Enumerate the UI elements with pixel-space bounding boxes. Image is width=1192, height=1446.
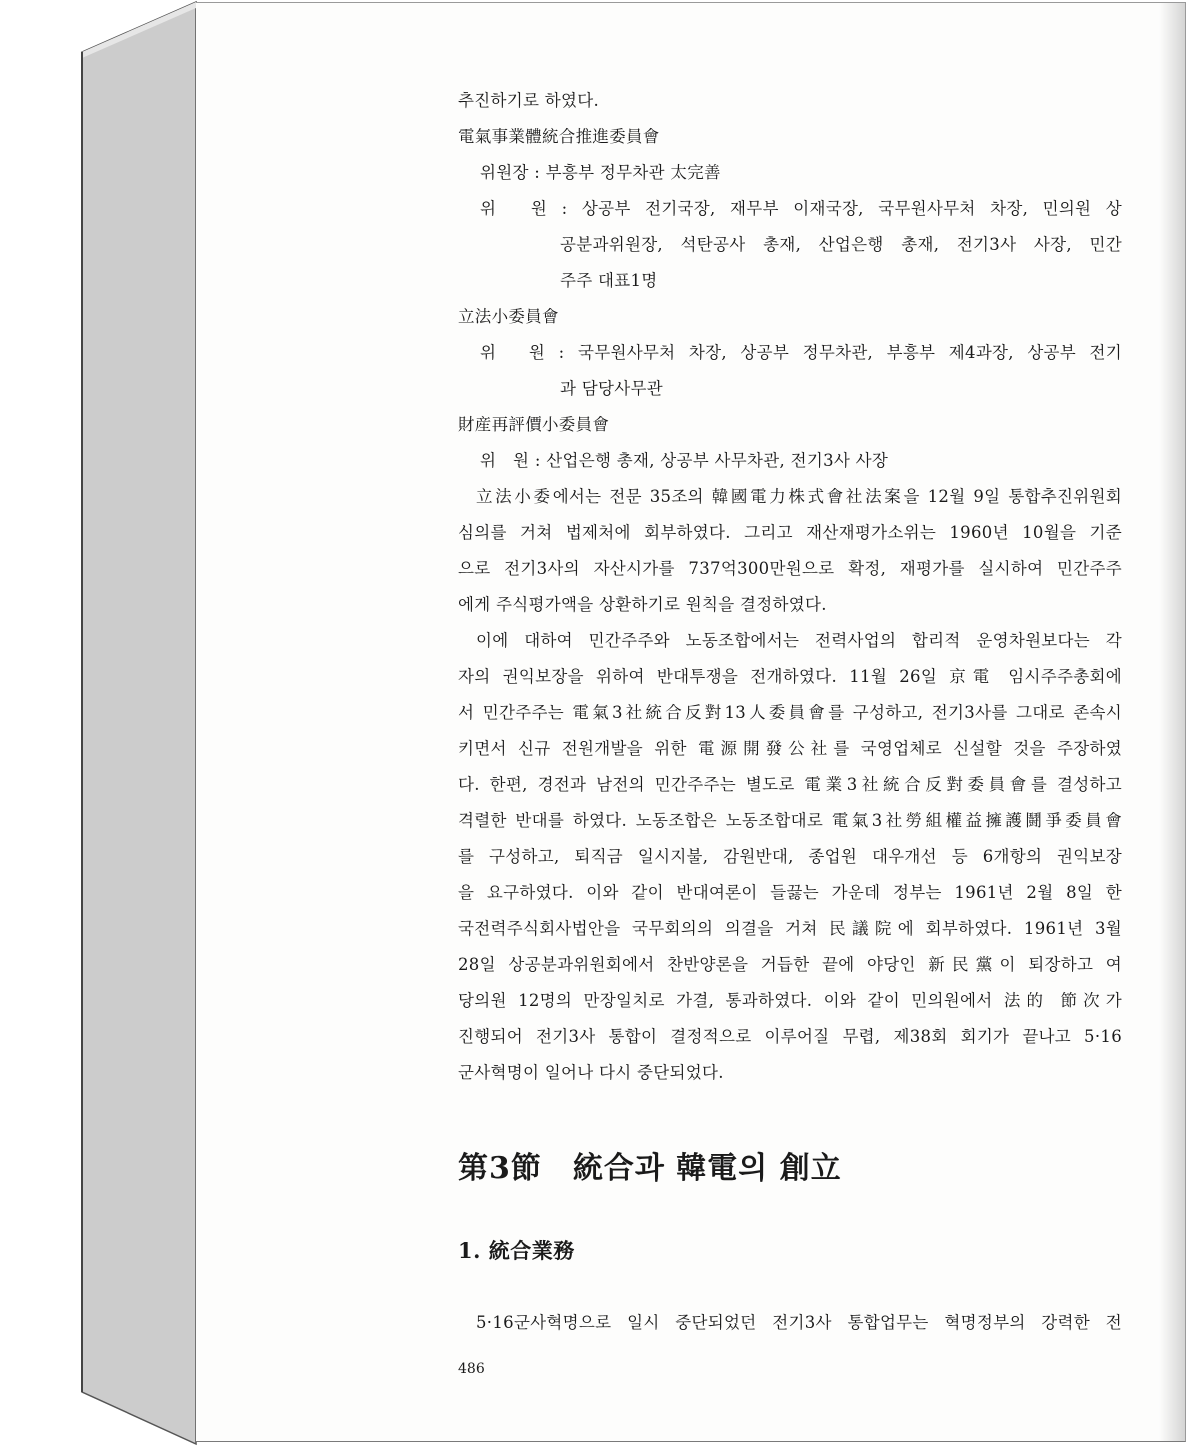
text-line: 立法小委員會 (458, 307, 559, 326)
section-heading: 第3節 統合과 韓電의 創立 (458, 1151, 842, 1186)
subsection-heading: 1. 統合業務 (458, 1238, 575, 1263)
text-line: 과 담당사무관 (560, 379, 663, 398)
text-line: 28일 상공분과위원회에서 찬반양론을 거듭한 끝에 야당인 新民黨이 퇴장하고 여 (458, 955, 1122, 974)
text-line: 진행되어 전기3사 통합이 결정적으로 이루어질 무렵, 제38회 회기가 끝나고 5·16 (458, 1027, 1122, 1046)
text-line: 위 원 : 상공부 전기국장, 재무부 이재국장, 국무원사무처 차장, 민의원 상 (480, 199, 1122, 218)
text-line: 추진하기로 하였다. (458, 91, 600, 110)
text-line: 으로 전기3사의 자산시가를 737억300만원으로 확정, 재평가를 실시하여 민간주주 (458, 559, 1122, 578)
text-line: 電氣事業體統合推進委員會 (458, 127, 660, 146)
text-line: 를 구성하고, 퇴직금 일시지불, 감원반대, 종업원 대우개선 등 6개항의 권익보장 (458, 847, 1122, 866)
body-text (458, 83, 1122, 1091)
text-line: 財産再評價小委員會 (458, 415, 610, 434)
text-line: 서 민간주주는 電氣3社統合反對13人委員會를 구성하고, 전기3사를 그대로 존속시 (458, 703, 1122, 722)
text-line: 주주 대표1명 (560, 271, 658, 290)
document-page (196, 2, 1186, 1442)
text-line: 다. 한편, 경전과 남전의 민간주주는 별도로 電業3社統合反對委員會를 결성하고 (458, 775, 1122, 794)
text-line: 격렬한 반대를 하였다. 노동조합은 노동조합대로 電氣3社勞組權益擁護鬪爭委員會 (458, 811, 1122, 830)
text-line: 키면서 신규 전원개발을 위한 電源開發公社를 국영업체로 신설할 것을 주장하였 (458, 739, 1122, 758)
text-line: 자의 권익보장을 위하여 반대투쟁을 전개하였다. 11월 26일 京電 임시주주총회에 (458, 667, 1122, 686)
text-line: 당의원 12명의 만장일치로 가결, 통과하였다. 이와 같이 민의원에서 法的 節次가 (458, 991, 1122, 1010)
text-line: 위 원 : 국무원사무처 차장, 상공부 정무차관, 부흥부 제4과장, 상공부 전기 (480, 343, 1122, 362)
final-paragraph-line: 5·16군사혁명으로 일시 중단되었던 전기3사 통합업무는 혁명정부의 강력한 전 (476, 1313, 1122, 1332)
text-line: 공분과위원장, 석탄공사 총재, 산업은행 총재, 전기3사 사장, 민간 (560, 235, 1122, 254)
text-line: 위원장 : 부흥부 정무차관 太完善 (480, 163, 721, 182)
book-spine-illustration (0, 0, 200, 1446)
text-line: 군사혁명이 일어나 다시 중단되었다. (458, 1063, 724, 1082)
text-line: 이에 대하여 민간주주와 노동조합에서는 전력사업의 합리적 운영차원보다는 각 (476, 631, 1122, 650)
text-line: 에게 주식평가액을 상환하기로 원칙을 결정하였다. (458, 595, 827, 614)
text-line: 立法小委에서는 전문 35조의 韓國電力株式會社法案을 12월 9일 통합추진위원회 (476, 487, 1122, 506)
text-line: 국전력주식회사법안을 국무회의의 의결을 거쳐 民議院에 회부하였다. 1961년 3월 (458, 919, 1122, 938)
page-number: 486 (458, 1361, 485, 1377)
text-line: 위 원 : 산업은행 총재, 상공부 사무차관, 전기3사 사장 (480, 451, 889, 470)
page-edge-shadow (1159, 3, 1185, 1441)
text-line: 심의를 거쳐 법제처에 회부하였다. 그리고 재산재평가소위는 1960년 10월을 기준 (458, 523, 1122, 542)
text-line: 을 요구하였다. 이와 같이 반대여론이 들끓는 가운데 정부는 1961년 2월 8일 한 (458, 883, 1122, 902)
